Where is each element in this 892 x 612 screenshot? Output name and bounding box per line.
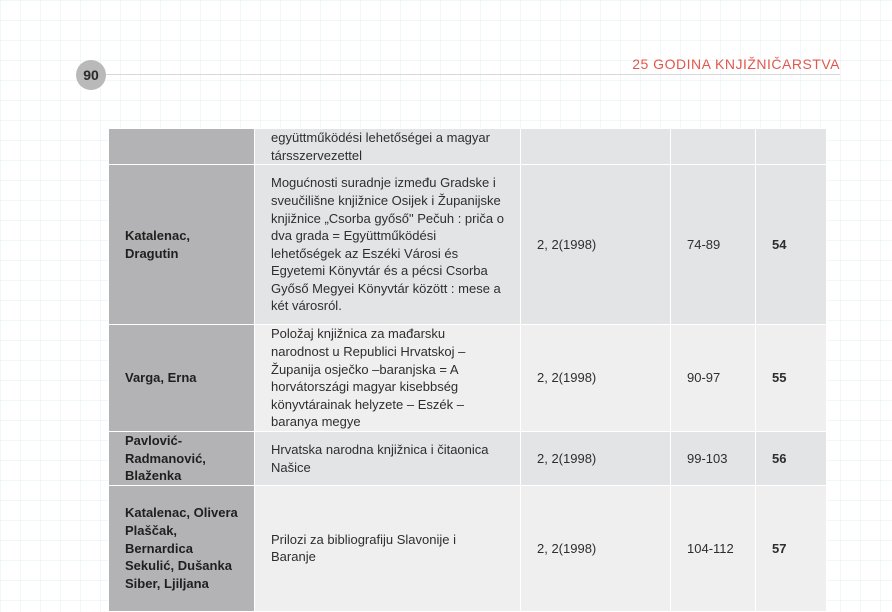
pages-cell — [671, 129, 756, 165]
author-cell: Katalenac, Olivera Plaščak, Bernardica Sekulić, Dušanka Siber, Ljiljana — [109, 485, 255, 611]
number-cell: 54 — [756, 165, 827, 325]
table-row — [109, 432, 827, 486]
volume-cell — [521, 129, 671, 165]
title-cell: Prilozi za bibliografiju Slavonije i Baranje — [255, 485, 521, 611]
number-cell: 57 — [756, 485, 827, 611]
pages-cell: 99-103 — [671, 432, 756, 486]
table-row — [109, 485, 827, 611]
title-cell: Mogućnosti suradnje između Gradske i sveučilišne knjižnice Osijek i Županijske knjižnice „Csorba győső" Pečuh : priča o dva grada = Együttműködési lehetőségek az Eszéki Városi és Egyetemi Könyvtár és a pécsi Csorba Győső Megyei Könyvtár között : mese a két városról. — [255, 165, 521, 325]
header-rule — [106, 74, 840, 75]
title-cell: együttműködési lehetőségei a magyar társszervezettel — [255, 129, 521, 165]
running-title: 25 GODINA KNJIŽNIČARSTVA — [632, 56, 840, 72]
volume-cell: 2, 2(1998) — [521, 325, 671, 432]
author-cell: Katalenac, Dragutin — [109, 165, 255, 325]
title-cell: Hrvatska narodna knjižnica i čitaonica Našice — [255, 432, 521, 486]
table-row — [109, 129, 827, 165]
table-row — [109, 165, 827, 325]
pages-cell: 74-89 — [671, 165, 756, 325]
page-number: 90 — [76, 60, 106, 90]
title-cell: Položaj knjižnica za mađarsku narodnost u Republici Hrvatskoj – Županija osječko –baranjska = A horvátországi magyar kisebbség könyvtárainak helyzete – Eszék – baranya megye — [255, 325, 521, 432]
author-cell — [109, 129, 255, 165]
bibliography-table — [108, 128, 827, 612]
volume-cell: 2, 2(1998) — [521, 432, 671, 486]
volume-cell: 2, 2(1998) — [521, 165, 671, 325]
number-cell — [756, 129, 827, 165]
pages-cell: 90-97 — [671, 325, 756, 432]
number-cell: 56 — [756, 432, 827, 486]
table-row — [109, 325, 827, 432]
author-cell: Varga, Erna — [109, 325, 255, 432]
author-cell: Pavlović-Radmanović, Blaženka — [109, 432, 255, 486]
volume-cell: 2, 2(1998) — [521, 485, 671, 611]
number-cell: 55 — [756, 325, 827, 432]
pages-cell: 104-112 — [671, 485, 756, 611]
